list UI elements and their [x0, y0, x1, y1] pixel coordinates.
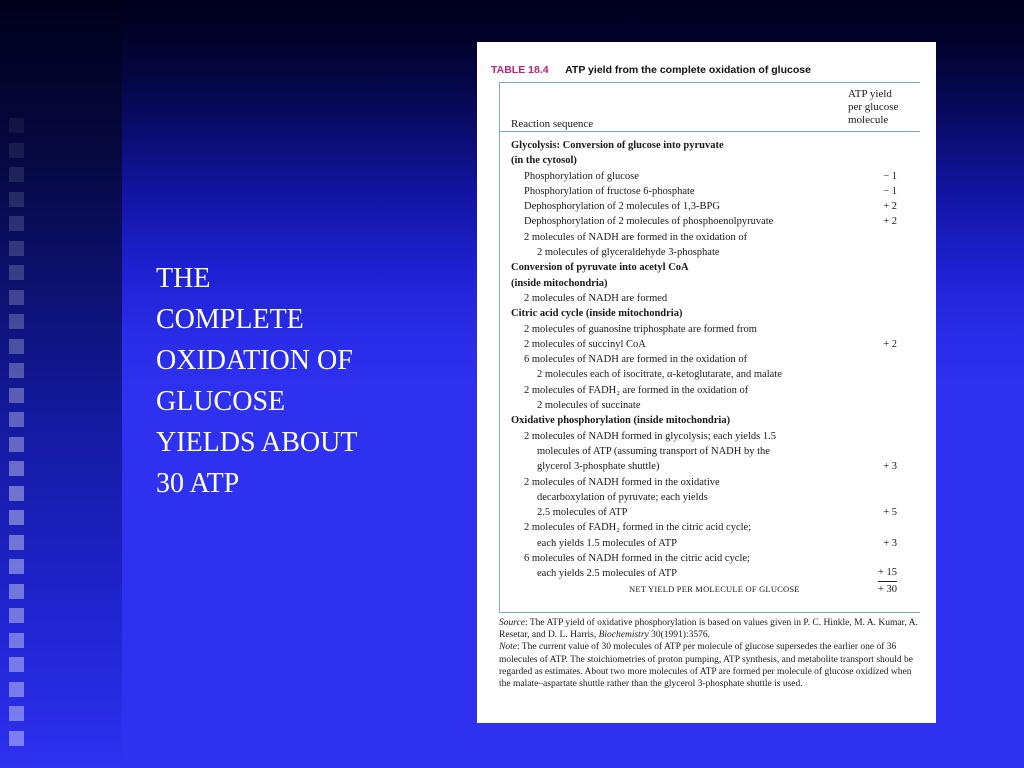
row-label: 2 molecules of NADH formed in the oxidative [524, 476, 720, 488]
table-title: ATP yield from the complete oxidation of glucose [565, 64, 811, 76]
decorative-square [9, 657, 24, 672]
table-row [511, 551, 897, 566]
table-row [511, 337, 897, 352]
row-label: 6 molecules of NADH formed in the citric acid cycle; [524, 553, 750, 565]
source-note [499, 617, 919, 641]
note-label: Note [499, 642, 517, 653]
table-row [511, 383, 897, 398]
table-row [511, 490, 897, 505]
row-value: + 2 [883, 216, 897, 228]
table-row [511, 245, 897, 260]
row-label: glycerol 3-phosphate shuttle) [537, 461, 660, 473]
row-label: Citric acid cycle (inside mitochondria) [511, 308, 683, 320]
row-value: + 3 [883, 537, 897, 549]
table-row [511, 352, 897, 367]
decorative-square [9, 143, 24, 158]
table-row [511, 291, 897, 306]
row-label: 2 molecules each of isocitrate, α-ketoglutarate, and malate [537, 369, 782, 381]
row-label: each yields 2.5 molecules of ATP [537, 568, 677, 580]
row-label: 6 molecules of NADH are formed in the oxidation of [524, 354, 748, 366]
table-row [511, 444, 897, 459]
row-label: Phosphorylation of glucose [524, 170, 639, 182]
slide-title-line: COMPLETE [156, 304, 304, 335]
table-row [511, 475, 897, 490]
table-row [511, 413, 897, 428]
row-label: Dephosphorylation of 2 molecules of 1,3-BPG [524, 201, 720, 213]
row-value: + 2 [883, 338, 897, 350]
table-row [511, 260, 897, 275]
note [499, 641, 919, 690]
column-header-line: per glucose [848, 101, 899, 113]
slide-title-line: 30 ATP [156, 468, 240, 499]
table-number: TABLE 18.4 [491, 64, 549, 76]
net-yield-value: + 30 [877, 583, 897, 595]
row-label: (inside mitochondria) [511, 277, 608, 289]
row-label: each yields 1.5 molecules of ATP [537, 537, 677, 549]
decorative-square [9, 437, 24, 452]
table-row [511, 505, 897, 520]
decorative-square [9, 706, 24, 721]
table-rule-left [499, 82, 500, 612]
row-label: 2.5 molecules of ATP [537, 507, 628, 519]
table-row [511, 520, 897, 535]
row-label: 2 molecules of FADH₂ are formed in the oxidation of [524, 384, 749, 396]
decorative-square [9, 633, 24, 648]
row-value: − 1 [883, 170, 897, 182]
decorative-square [9, 314, 24, 329]
source-label: Source [499, 618, 526, 628]
row-label: 2 molecules of NADH are formed in the oxidation of [524, 231, 748, 243]
decorative-square [9, 167, 24, 182]
table-rule-top [499, 82, 920, 83]
source-ref: 30(1991):3576. [648, 630, 710, 641]
net-yield-label: NET YIELD PER MOLECULE OF GLUCOSE [629, 583, 800, 594]
decorative-square [9, 584, 24, 599]
row-label: Phosphorylation of fructose 6-phosphate [524, 185, 695, 197]
table-row [511, 536, 897, 551]
row-value: + 5 [883, 507, 897, 519]
column-header-line: molecule [848, 114, 889, 126]
decorative-square [9, 559, 24, 574]
table-row [511, 429, 897, 444]
table-body [511, 138, 897, 597]
slide-title-line: OXIDATION OF [156, 345, 353, 376]
decorative-squares [9, 0, 27, 768]
row-label: 2 molecules of succinyl CoA [524, 338, 646, 350]
decorative-square [9, 216, 24, 231]
decorative-square [9, 363, 24, 378]
row-label: 2 molecules of FADH₂ formed in the citric acid cycle; [524, 522, 752, 534]
table-heading [491, 64, 811, 76]
net-yield-row [511, 582, 897, 597]
decorative-square [9, 290, 24, 305]
table-row [511, 322, 897, 337]
table-row [511, 184, 897, 199]
decorative-square [9, 339, 24, 354]
table-row [511, 230, 897, 245]
slide-title-line: YIELDS ABOUT [156, 427, 358, 458]
table-row [511, 367, 897, 382]
row-label: 2 molecules of NADH formed in glycolysis; each yields 1.5 [524, 430, 776, 442]
row-value: − 1 [883, 185, 897, 197]
row-label: Conversion of pyruvate into acetyl CoA [511, 262, 689, 274]
table-row [511, 138, 897, 153]
slide-title-line: GLUCOSE [156, 386, 286, 417]
row-label: 2 molecules of succinate [537, 400, 641, 412]
row-label: (in the cytosol) [511, 155, 577, 167]
note-text: : The current value of 30 molecules of ATP per molecule of glucose supersedes the earlier one of 36 molecules of ATP. The stoichiometries of proton pumping, ATP synthesis, and metabolite transport should be regarded as estimates. About two more molecules of ATP are formed per molecule of glucose oxidized when the malate–aspartate shuttle rather than the glycerol 3-phosphate shuttle is used. [499, 642, 913, 690]
table-row [511, 306, 897, 321]
decorative-square [9, 510, 24, 525]
slide-title [156, 258, 436, 504]
source-journal: Biochemistry [598, 630, 649, 641]
decorative-square [9, 682, 24, 697]
decorative-square [9, 535, 24, 550]
table-row [511, 459, 897, 474]
column-header-atp-yield [848, 88, 918, 127]
slide-title-line: THE [156, 263, 211, 294]
decorative-square [9, 486, 24, 501]
table-footnotes [499, 617, 919, 690]
table-row [511, 169, 897, 184]
table-row [511, 566, 897, 581]
row-label: decarboxylation of pyruvate; each yields [537, 491, 708, 503]
row-value: + 15 [878, 565, 897, 581]
row-label: Glycolysis: Conversion of glucose into pyruvate [511, 140, 724, 151]
decorative-square [9, 461, 24, 476]
decorative-square [9, 241, 24, 256]
row-label: 2 molecules of glyceraldehyde 3-phosphate [537, 247, 720, 259]
row-label: Oxidative phosphorylation (inside mitochondria) [511, 415, 731, 427]
decorative-square [9, 118, 24, 133]
row-label: 2 molecules of guanosine triphosphate are formed from [524, 323, 757, 335]
decorative-square [9, 731, 24, 746]
table-image-panel [477, 42, 936, 723]
row-label: Dephosphorylation of 2 molecules of phosphoenolpyruvate [524, 216, 774, 228]
row-label: 2 molecules of NADH are formed [524, 292, 668, 304]
source-text: : The ATP yield of oxidative phosphorylation is based on values given in P. C. Hinkle, M. A. Kumar, A. Resetar, and D. L. Harris, [499, 618, 918, 641]
table-row [511, 153, 897, 168]
decorative-square [9, 265, 24, 280]
left-gradient-band [0, 0, 122, 768]
decorative-square [9, 192, 24, 207]
table-row [511, 199, 897, 214]
decorative-square [9, 412, 24, 427]
decorative-square [9, 608, 24, 623]
row-value: + 2 [883, 201, 897, 213]
column-header-line: ATP yield [848, 88, 892, 100]
column-header-reaction: Reaction sequence [511, 118, 594, 130]
table-row [511, 398, 897, 413]
table-rule-header [499, 131, 920, 132]
row-label: molecules of ATP (assuming transport of NADH by the [537, 445, 770, 457]
table-rule-bottom [499, 612, 920, 613]
row-value: + 3 [883, 461, 897, 473]
table-row [511, 214, 897, 229]
table-row [511, 276, 897, 291]
decorative-square [9, 388, 24, 403]
